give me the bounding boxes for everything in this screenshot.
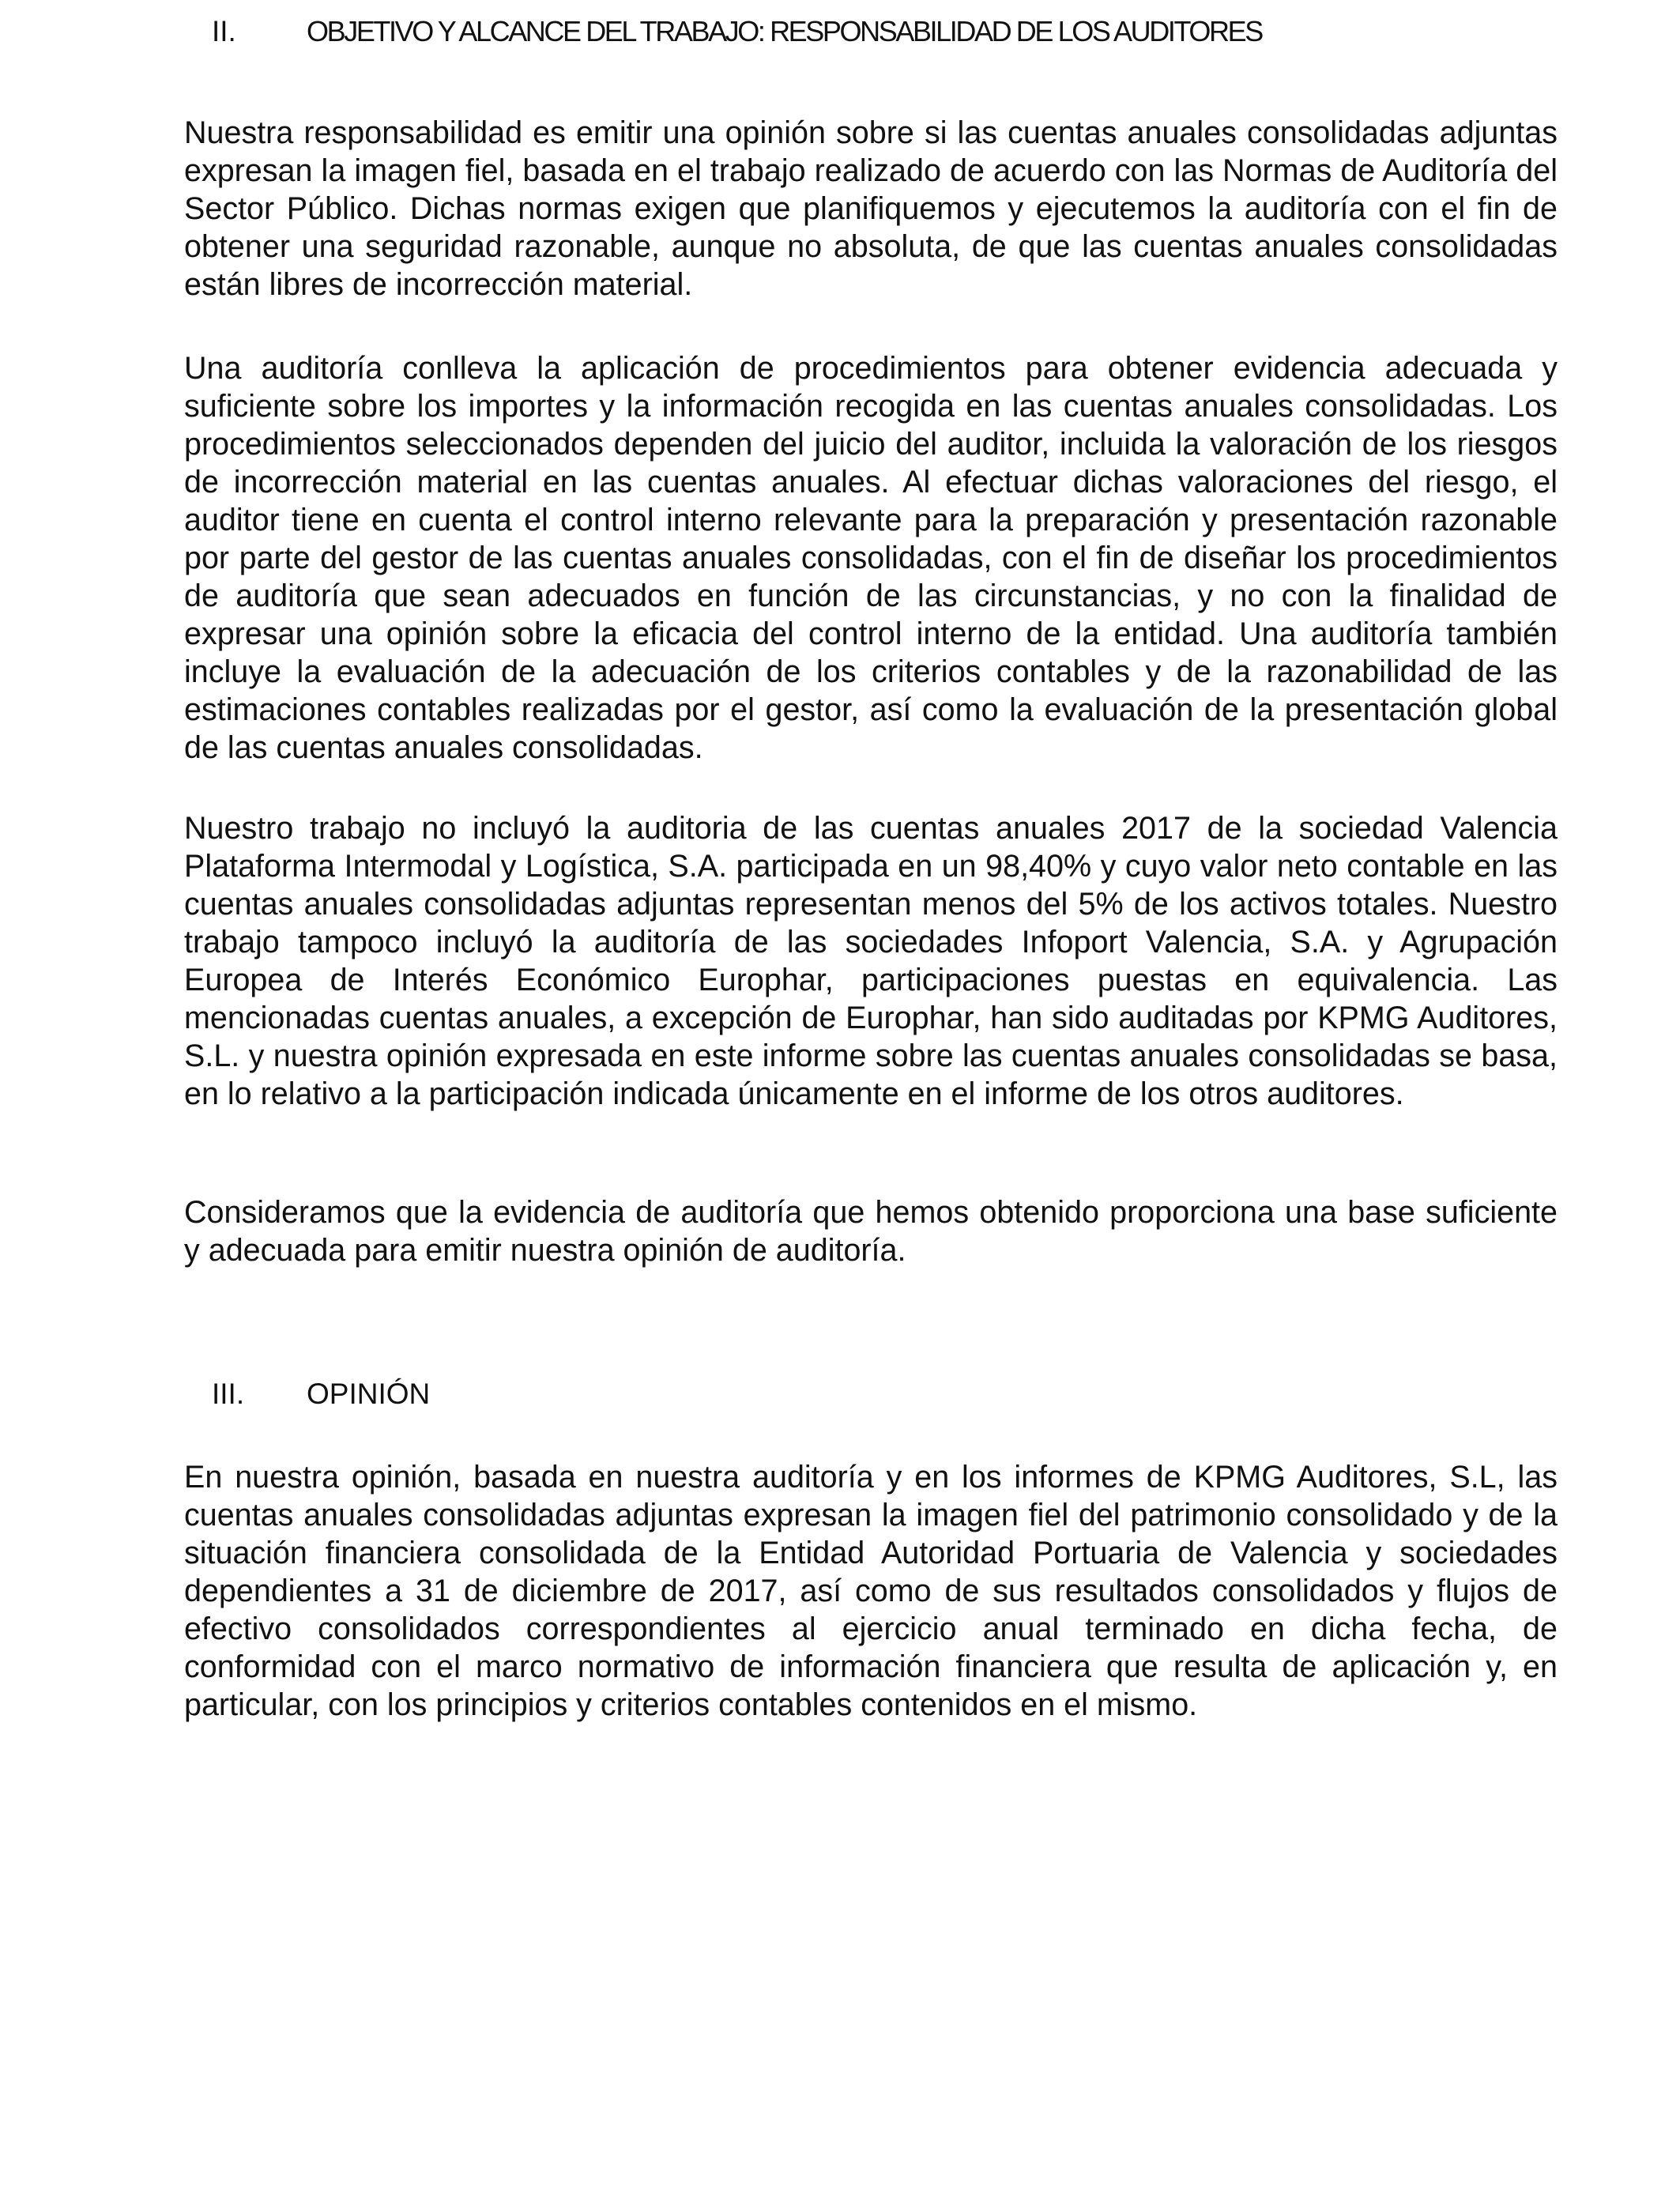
paragraph-alcance-limitaciones: Nuestro trabajo no incluyó la auditoria de las cuentas anuales 2017 de la sociedad Valencia Plataforma Intermodal y Logística, S.A. participada en un 98,40% y cuyo valor neto contable en las cuentas anuales consolidadas adjuntas representan menos del 5% de los activos totales. Nuestro trabajo tampoco incluyó la auditoría de las sociedades Infoport Valencia, S.A. y Agrupación Europea de Interés Económico Europhar, participaciones puestas en equivalencia. Las mencionadas cuentas anuales, a excepción de Europhar, han sido auditadas por KPMG Auditores, S.L. y nuestra opinión expresada en este informe sobre las cuentas anuales consolidadas se basa, en lo relativo a la participación indicada únicamente en el informe de los otros auditores. bbox=[184, 811, 1558, 1111]
paragraph-responsabilidad: Nuestra responsabilidad es emitir una opinión sobre si las cuentas anuales consolidadas adjuntas expresan la imagen fiel, basada en el trabajo realizado de acuerdo con las Normas de Auditoría del Sector Público. Dichas normas exigen que planifiquemos y ejecutemos la auditoría con el fin de obtener una seguridad razonable, aunque no absoluta, de que las cuentas anuales consolidadas están libres de incorrección material. bbox=[184, 115, 1558, 302]
section-heading-opinion bbox=[212, 1375, 430, 1413]
paragraph-evidencia: Consideramos que la evidencia de auditoría que hemos obtenido proporciona una base suficiente y adecuada para emitir nuestra opinión de auditoría. bbox=[184, 1195, 1558, 1268]
section-title: OBJETIVO Y ALCANCE DEL TRABAJO: RESPONSABILIDAD DE LOS AUDITORES bbox=[307, 15, 1262, 47]
section-heading-objetivo bbox=[212, 13, 1262, 51]
section-number: III. bbox=[212, 1378, 245, 1410]
section-number: II. bbox=[212, 15, 236, 47]
paragraph-procedimientos: Una auditoría conlleva la aplicación de procedimientos para obtener evidencia adecuada y suficiente sobre los importes y la información recogida en las cuentas anuales consolidadas. Los procedimientos seleccionados dependen del juicio del auditor, incluida la valoración de los riesgos de incorrección material en las cuentas anuales. Al efectuar dichas valoraciones del riesgo, el auditor tiene en cuenta el control interno relevante para la preparación y presentación razonable por parte del gestor de las cuentas anuales consolidadas, con el fin de diseñar los procedimientos de auditoría que sean adecuados en función de las circunstancias, y no con la finalidad de expresar una opinión sobre la eficacia del control interno de la entidad. Una auditoría también incluye la evaluación de la adecuación de los criterios contables y de la razonabilidad de las estimaciones contables realizadas por el gestor, así como la evaluación de la presentación global de las cuentas anuales consolidadas. bbox=[184, 351, 1558, 765]
section-title: OPINIÓN bbox=[307, 1378, 431, 1410]
paragraph-opinion: En nuestra opinión, basada en nuestra auditoría y en los informes de KPMG Auditores, S.L, las cuentas anuales consolidadas adjuntas expresan la imagen fiel del patrimonio consolidado y de la situación financiera consolidada de la Entidad Autoridad Portuaria de Valencia y sociedades dependientes a 31 de diciembre de 2017, así como de sus resultados consolidados y flujos de efectivo consolidados correspondientes al ejercicio anual terminado en dicha fecha, de conformidad con el marco normativo de información financiera que resulta de aplicación y, en particular, con los principios y criterios contables contenidos en el mismo. bbox=[184, 1460, 1558, 1722]
